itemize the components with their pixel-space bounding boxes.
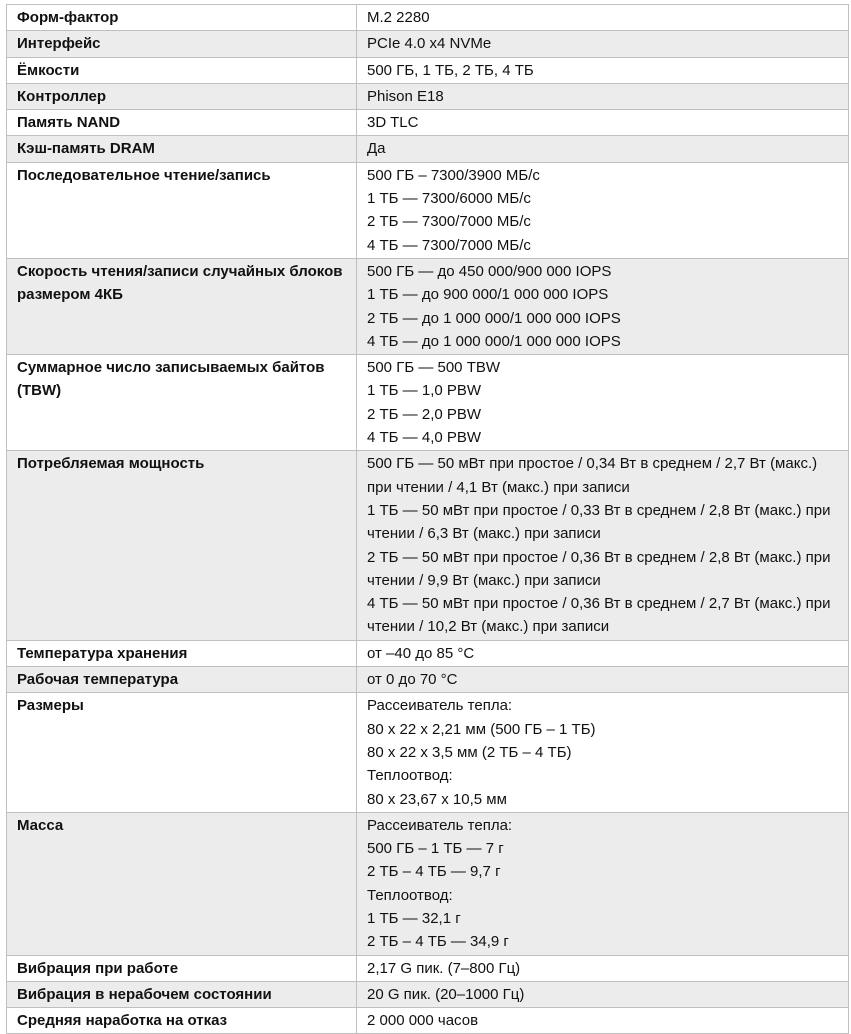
row-value bbox=[357, 981, 849, 1007]
row-label: Масса bbox=[7, 812, 357, 955]
value-line: PCIe 4.0 x4 NVMe bbox=[367, 35, 492, 53]
specs-table-body bbox=[7, 5, 849, 1034]
row-value bbox=[357, 955, 849, 981]
table-row bbox=[7, 136, 849, 162]
value-line: 500 ГБ – 7300/3900 МБ/с bbox=[367, 166, 540, 184]
row-label: Скорость чтения/записи случайных блоков размером 4КБ bbox=[7, 258, 357, 354]
value-line: 80 x 22 x 3,5 мм (2 ТБ – 4 ТБ) bbox=[367, 743, 572, 761]
row-label: Рабочая температура bbox=[7, 667, 357, 693]
table-row bbox=[7, 162, 849, 258]
row-value bbox=[357, 1008, 849, 1034]
value-line: Да bbox=[367, 140, 386, 158]
table-row bbox=[7, 693, 849, 812]
row-label: Размеры bbox=[7, 693, 357, 812]
value-line: 2 ТБ — до 1 000 000/1 000 000 IOPS bbox=[367, 309, 621, 327]
value-line: 1 ТБ — 1,0 PBW bbox=[367, 382, 482, 400]
value-line: 2 ТБ — 7300/7000 МБ/с bbox=[367, 213, 531, 231]
value-line: 1 ТБ — 7300/6000 МБ/с bbox=[367, 190, 531, 208]
table-row bbox=[7, 667, 849, 693]
value-line: 1 ТБ — 50 мВт при простое / 0,33 Вт в среднем / 2,8 Вт (макс.) при чтении / 6,3 Вт (макс.) при записи bbox=[367, 501, 831, 543]
row-value bbox=[357, 667, 849, 693]
table-row bbox=[7, 258, 849, 354]
value-line: 2 000 000 часов bbox=[367, 1012, 479, 1030]
row-label: Память NAND bbox=[7, 110, 357, 136]
row-value bbox=[357, 31, 849, 57]
value-line: Теплоотвод: bbox=[367, 886, 453, 904]
row-value bbox=[357, 640, 849, 666]
table-row bbox=[7, 812, 849, 955]
value-line: 1 ТБ — до 900 000/1 000 000 IOPS bbox=[367, 286, 609, 304]
value-line: 80 x 22 x 2,21 мм (500 ГБ – 1 ТБ) bbox=[367, 720, 596, 738]
table-row bbox=[7, 57, 849, 83]
row-value bbox=[357, 355, 849, 451]
value-line: 2 ТБ — 2,0 PBW bbox=[367, 405, 482, 423]
row-label: Последовательное чтение/запись bbox=[7, 162, 357, 258]
value-line: 2 ТБ – 4 ТБ — 9,7 г bbox=[367, 863, 501, 881]
value-line: 2 ТБ — 50 мВт при простое / 0,36 Вт в среднем / 2,8 Вт (макс.) при чтении / 9,9 Вт (макс.) при записи bbox=[367, 548, 831, 589]
row-label: Потребляемая мощность bbox=[7, 451, 357, 640]
table-row bbox=[7, 955, 849, 981]
row-label: Контроллер bbox=[7, 83, 357, 109]
row-label: Кэш-память DRAM bbox=[7, 136, 357, 162]
table-row bbox=[7, 83, 849, 109]
table-row bbox=[7, 1008, 849, 1034]
table-row bbox=[7, 981, 849, 1007]
value-line: 2,17 G пик. (7–800 Гц) bbox=[367, 959, 521, 977]
value-line: 500 ГБ — до 450 000/900 000 IOPS bbox=[367, 262, 612, 280]
row-value bbox=[357, 110, 849, 136]
value-line: 500 ГБ, 1 ТБ, 2 ТБ, 4 ТБ bbox=[367, 61, 534, 79]
value-line: от 0 до 70 °C bbox=[367, 671, 458, 689]
value-line: Теплоотвод: bbox=[367, 767, 453, 785]
value-line: 2 ТБ – 4 ТБ — 34,9 г bbox=[367, 933, 509, 951]
value-line: 4 ТБ — 7300/7000 МБ/с bbox=[367, 236, 531, 254]
table-row bbox=[7, 110, 849, 136]
row-value bbox=[357, 812, 849, 955]
row-value bbox=[357, 136, 849, 162]
table-row bbox=[7, 640, 849, 666]
row-value bbox=[357, 162, 849, 258]
value-line: 20 G пик. (20–1000 Гц) bbox=[367, 985, 525, 1003]
value-line: 500 ГБ – 1 ТБ — 7 г bbox=[367, 840, 504, 858]
row-label: Вибрация в нерабочем состоянии bbox=[7, 981, 357, 1007]
value-line: Рассеиватель тепла: bbox=[367, 816, 513, 834]
row-label: Вибрация при работе bbox=[7, 955, 357, 981]
table-row bbox=[7, 5, 849, 31]
value-line: 4 ТБ — 4,0 PBW bbox=[367, 429, 482, 447]
value-line: 80 x 23,67 x 10,5 мм bbox=[367, 790, 507, 808]
row-label: Температура хранения bbox=[7, 640, 357, 666]
value-line: от –40 до 85 °C bbox=[367, 644, 475, 662]
row-value bbox=[357, 57, 849, 83]
table-row bbox=[7, 31, 849, 57]
value-line: 4 ТБ — 50 мВт при простое / 0,36 Вт в среднем / 2,7 Вт (макс.) при чтении / 10,2 Вт (макс.) при записи bbox=[367, 595, 831, 636]
table-row bbox=[7, 451, 849, 640]
value-line: Рассеиватель тепла: bbox=[367, 697, 513, 715]
value-line: 4 ТБ — до 1 000 000/1 000 000 IOPS bbox=[367, 332, 621, 350]
specs-table bbox=[6, 4, 849, 1034]
row-label: Суммарное число записываемых байтов (TBW) bbox=[7, 355, 357, 451]
row-label: Ёмкости bbox=[7, 57, 357, 83]
row-label: Средняя наработка на отказ bbox=[7, 1008, 357, 1034]
value-line: 500 ГБ — 50 мВт при простое / 0,34 Вт в среднем / 2,7 Вт (макс.) при чтении / 4,1 Вт (макс.) при записи bbox=[367, 455, 818, 496]
row-value bbox=[357, 83, 849, 109]
table-row bbox=[7, 355, 849, 451]
value-line: 3D TLC bbox=[367, 114, 419, 132]
row-value bbox=[357, 258, 849, 354]
row-value bbox=[357, 5, 849, 31]
value-line: Phison E18 bbox=[367, 87, 444, 105]
row-value bbox=[357, 693, 849, 812]
value-line: 500 ГБ — 500 TBW bbox=[367, 359, 501, 377]
value-line: M.2 2280 bbox=[367, 9, 430, 26]
row-value bbox=[357, 451, 849, 640]
row-label: Форм-фактор bbox=[7, 5, 357, 31]
value-line: 1 ТБ — 32,1 г bbox=[367, 909, 461, 927]
row-label: Интерфейс bbox=[7, 31, 357, 57]
